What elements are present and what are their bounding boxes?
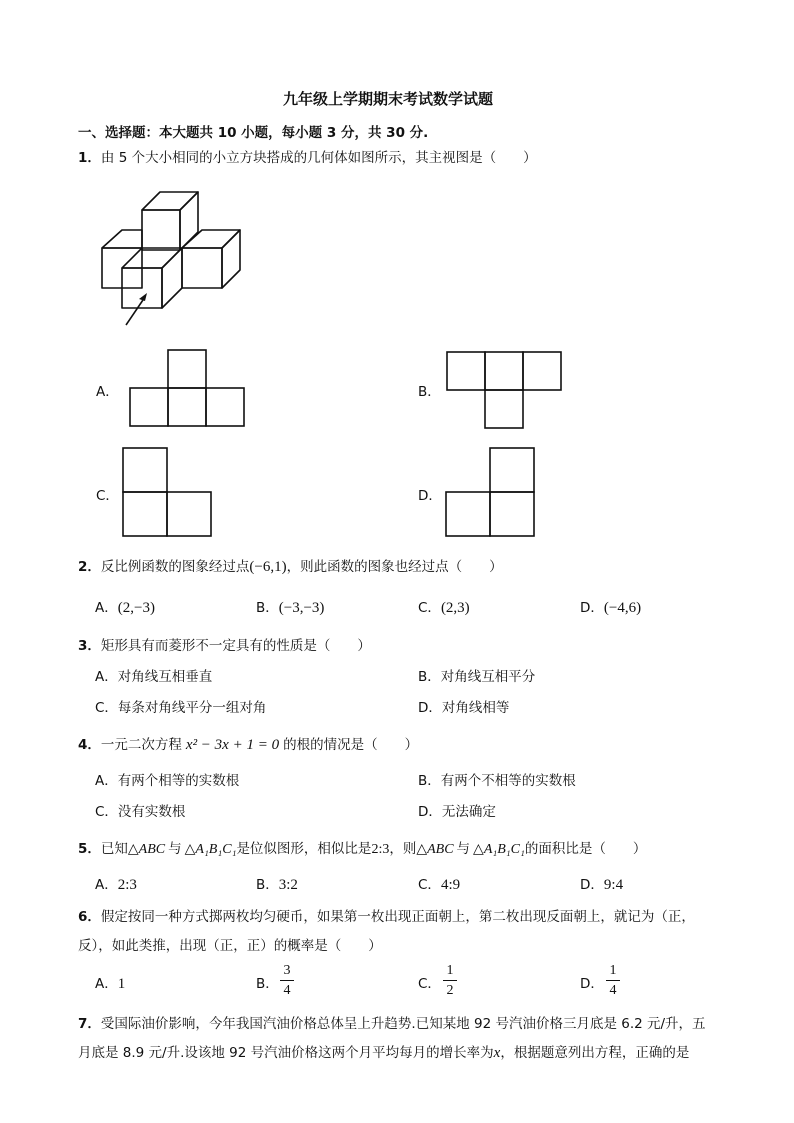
- option-value: 3:2: [278, 877, 298, 893]
- question-text: ，根据题意列出方程，正确的是: [500, 1045, 690, 1061]
- question-1: [78, 146, 537, 166]
- option-d[interactable]: [580, 596, 641, 617]
- question-text: 矩形具有而菱形不一定具有的性质是（ ）: [100, 638, 371, 654]
- question-number: 4．: [78, 737, 101, 753]
- option-b[interactable]: B．有两个不相等的实数根: [418, 773, 576, 789]
- variable-x: x: [493, 1045, 501, 1061]
- cube-figure: [98, 180, 248, 330]
- option-d[interactable]: [580, 873, 623, 894]
- option-a[interactable]: [95, 873, 137, 894]
- question-number: 7．: [78, 1016, 101, 1032]
- question-text: 的根的情况是（ ）: [283, 737, 419, 753]
- option-c-label: C．: [418, 976, 441, 992]
- question-6-line-1: [78, 905, 695, 925]
- option-d-fraction[interactable]: [606, 962, 620, 999]
- question-text: 已知: [100, 841, 128, 857]
- numerator: 3: [283, 963, 291, 978]
- question-text: ，则: [389, 841, 417, 857]
- ratio-value: 2:3: [371, 842, 390, 857]
- question-number: 2．: [78, 559, 101, 575]
- denominator: 2: [446, 983, 454, 998]
- triangle-a1b1c1: △A₁B₁C₁: [184, 842, 237, 857]
- option-label: A．: [95, 600, 118, 616]
- option-value: 1: [117, 976, 126, 992]
- option-d-figure[interactable]: [444, 446, 536, 538]
- question-6-line-2: 反），如此类推，出现（正，正）的概率是（ ）: [78, 938, 382, 954]
- question-text: 反比例函数的图象经过点: [100, 559, 250, 575]
- page-title: 九年级上学期期末考试数学试题: [283, 90, 494, 108]
- question-7-line-1: [78, 1012, 706, 1032]
- option-label: A．: [95, 976, 118, 992]
- option-b[interactable]: B．对角线互相平分: [418, 669, 536, 685]
- question-2: [78, 555, 503, 576]
- question-number: 3．: [78, 638, 101, 654]
- question-7-line-2: [78, 1041, 689, 1062]
- question-text: 是位似图形，相似比是: [236, 841, 372, 857]
- option-value: 9:4: [603, 877, 624, 893]
- option-label: D．: [580, 600, 604, 616]
- question-text: 由 5 个大小相同的小立方块搭成的几何体如图所示，其主视图是（ ）: [100, 150, 537, 166]
- fraction-bar: [280, 980, 294, 981]
- option-label: B．: [256, 600, 279, 616]
- question-text: 假定按同一种方式掷两枚均匀硬币，如果第一枚出现正面朝上，第二枚出现反面朝上，就记为（正，: [100, 909, 695, 925]
- option-d-label: D．: [580, 976, 604, 992]
- option-b-label: B．: [418, 384, 441, 400]
- option-b-fraction[interactable]: [280, 962, 294, 999]
- triangle-abc: △ABC: [416, 842, 454, 857]
- option-label: A．: [95, 877, 118, 893]
- denominator: 4: [609, 983, 617, 998]
- option-c[interactable]: [418, 873, 460, 894]
- option-c-label: C．: [96, 488, 119, 504]
- option-label: C．: [418, 600, 441, 616]
- option-value: (2,−3): [117, 600, 155, 616]
- option-a[interactable]: [95, 972, 125, 993]
- question-text: 与: [168, 841, 182, 857]
- option-b[interactable]: [256, 596, 324, 617]
- option-d[interactable]: D．无法确定: [418, 804, 496, 820]
- fraction-bar: [606, 980, 620, 981]
- option-d[interactable]: D．对角线相等: [418, 700, 510, 716]
- triangle-a1b1c1: △A₁B₁C₁: [473, 842, 525, 857]
- question-3: [78, 634, 371, 654]
- option-label: D．: [580, 877, 604, 893]
- option-b[interactable]: [256, 873, 298, 894]
- equation: x² − 3x + 1 = 0: [185, 737, 280, 753]
- option-value: (2,3): [440, 600, 470, 616]
- option-c[interactable]: C．每条对角线平分一组对角: [95, 700, 267, 716]
- option-c[interactable]: C．没有实数根: [95, 804, 186, 820]
- option-a[interactable]: A．对角线互相垂直: [95, 669, 213, 685]
- option-label: C．: [418, 877, 441, 893]
- question-text: ，则此函数的图象也经过点（ ）: [286, 559, 503, 575]
- option-c-figure[interactable]: [121, 446, 213, 538]
- question-text: 月底是 8.9 元/升.设该地 92 号汽油价格这两个月平均每月的增长率为: [78, 1045, 494, 1061]
- option-a[interactable]: [95, 596, 155, 617]
- option-a[interactable]: A．有两个相等的实数根: [95, 773, 240, 789]
- option-c-fraction[interactable]: [443, 962, 457, 999]
- option-a-label: A．: [96, 384, 119, 400]
- section-heading: 一、选择题：本大题共 10 小题，每小题 3 分，共 30 分.: [78, 125, 429, 141]
- question-4: [78, 733, 418, 754]
- option-label: B．: [256, 877, 279, 893]
- fraction-bar: [443, 980, 457, 981]
- question-text: 受国际油价影响，今年我国汽油价格总体呈上升趋势.已知某地 92 号汽油价格三月底是 6.2 元/升，五: [100, 1016, 706, 1032]
- question-text: 一元二次方程: [100, 737, 182, 753]
- question-number: 1．: [78, 150, 101, 166]
- option-value: 2:3: [117, 877, 137, 893]
- option-c[interactable]: [418, 596, 470, 617]
- question-5: [78, 837, 646, 858]
- option-b-figure[interactable]: [445, 350, 565, 432]
- option-d-label: D．: [418, 488, 442, 504]
- triangle-abc: △ABC: [127, 842, 166, 857]
- question-number: 6．: [78, 909, 101, 925]
- option-value: (−4,6): [603, 600, 642, 616]
- option-value: 4:9: [440, 877, 461, 893]
- question-text: 的面积比是（ ）: [524, 841, 647, 857]
- option-value: (−3,−3): [278, 600, 325, 616]
- question-number: 5．: [78, 841, 101, 857]
- question-text: 与: [456, 841, 471, 857]
- option-a-figure[interactable]: [128, 348, 248, 430]
- denominator: 4: [283, 983, 291, 998]
- option-b-label: B．: [256, 976, 279, 992]
- point-value: (−6,1): [249, 559, 287, 575]
- numerator: 1: [446, 963, 454, 978]
- numerator: 1: [609, 963, 617, 978]
